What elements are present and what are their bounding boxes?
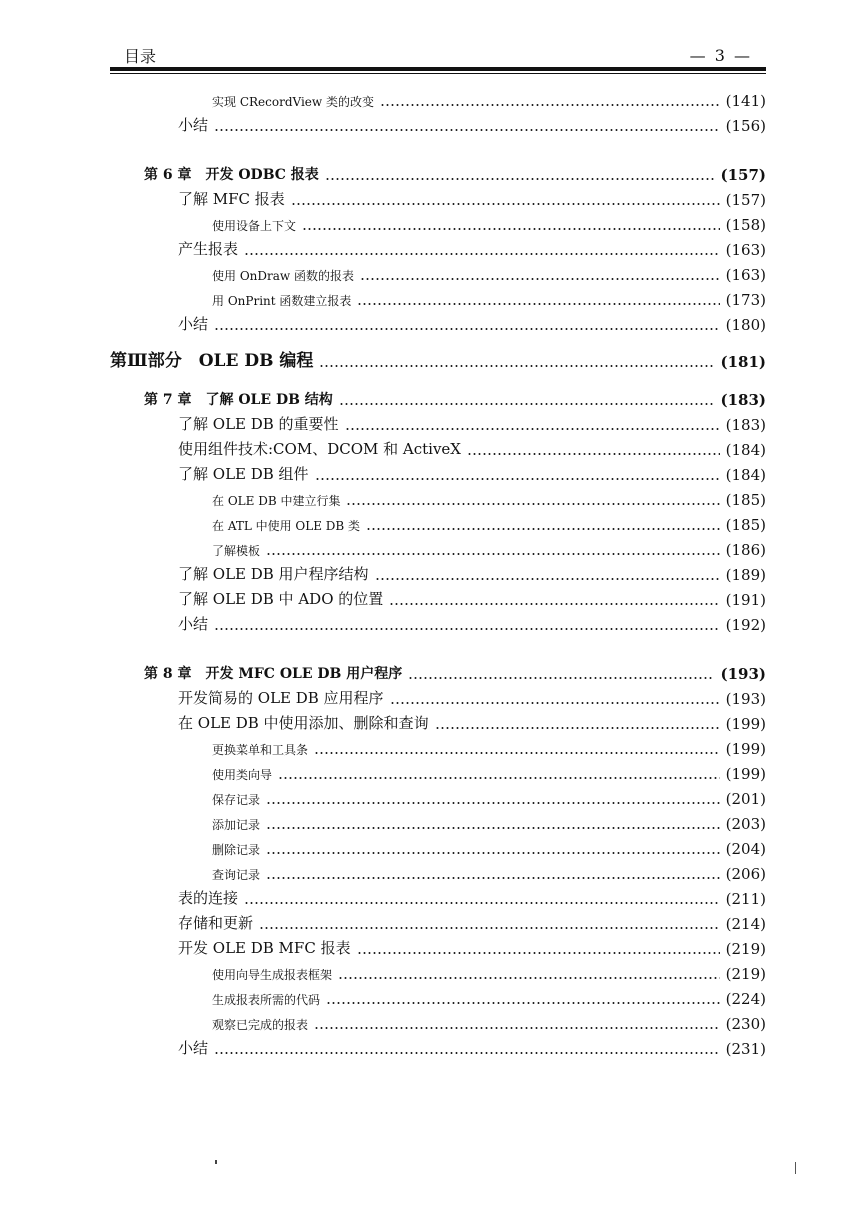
dot-leader (244, 253, 720, 255)
toc-entry-page: (163) (725, 241, 766, 259)
dot-leader (314, 752, 720, 754)
dot-leader (325, 178, 715, 180)
dot-leader (435, 727, 720, 729)
dot-leader (408, 677, 714, 679)
dot-leader (357, 952, 720, 954)
toc-entry-sub (0, 736, 766, 758)
toc-entry-title: 在 OLE DB 中建立行集 (212, 494, 341, 508)
toc-entry-section (0, 936, 766, 958)
toc-entry-title: 产生报表 (178, 240, 239, 258)
toc-entry-page: (214) (725, 915, 766, 933)
toc-entry-part (0, 349, 766, 371)
toc-entry-section (0, 187, 766, 209)
toc-entry-page: (183) (725, 416, 766, 434)
toc-entry-title: 在 OLE DB 中使用添加、删除和查询 (178, 714, 429, 732)
dot-leader (214, 129, 720, 131)
toc-entry-section (0, 612, 766, 634)
toc-entry-sub (0, 1011, 766, 1033)
toc-entry-page: (199) (725, 715, 766, 733)
page-number: — 3 — (689, 46, 752, 65)
toc-entry-section (0, 686, 766, 708)
toc-entry-page: (199) (725, 765, 766, 783)
toc-entry-page: (181) (720, 353, 766, 371)
toc-entry-page: (189) (725, 566, 766, 584)
toc-entry-title: 开发 OLE DB MFC 报表 (178, 939, 351, 957)
toc-entry-sub (0, 861, 766, 883)
toc-entry-page: (180) (725, 316, 766, 334)
toc-entry-title: 查询记录 (212, 868, 261, 882)
dot-leader (214, 1052, 720, 1054)
toc-entry-title: 实现 CRecordView 类的改变 (212, 95, 374, 109)
toc-entry-section (0, 412, 766, 434)
dot-leader (266, 827, 720, 829)
toc-entry-page: (173) (725, 291, 766, 309)
toc-entry-title: 更换菜单和工具条 (212, 743, 309, 757)
toc-entry-title: 第Ⅲ部分 OLE DB 编程 (110, 351, 314, 371)
toc-entry-title: 了解 MFC 报表 (178, 190, 285, 208)
toc-entry-page: (184) (725, 441, 766, 459)
toc-entry-section (0, 237, 766, 259)
toc-entry-page: (203) (725, 815, 766, 833)
scan-mark (795, 1162, 796, 1174)
toc-entry-page: (184) (725, 466, 766, 484)
toc-entry-sub (0, 836, 766, 858)
toc-entry-page: (219) (725, 965, 766, 983)
toc-entry-title: 用 OnPrint 函数建立报表 (212, 294, 352, 308)
toc-entry-title: 小结 (178, 116, 209, 134)
toc-entry-section (0, 312, 766, 334)
dot-leader (357, 303, 719, 305)
toc-entry-sub (0, 961, 766, 983)
dot-leader (389, 603, 719, 605)
toc-entry-section (0, 562, 766, 584)
toc-entry-title: 使用设备上下文 (212, 219, 297, 233)
toc-entry-sub (0, 986, 766, 1008)
toc-entry-page: (191) (725, 591, 766, 609)
toc-entry-title: 删除记录 (212, 843, 261, 857)
toc-entry-sub (0, 512, 766, 534)
scan-mark (215, 1160, 217, 1164)
toc-entry-section (0, 886, 766, 908)
toc-entry-page: (206) (725, 865, 766, 883)
toc-entry-title: 第 7 章 了解 OLE DB 结构 (144, 392, 333, 408)
dot-leader (278, 777, 720, 779)
toc-entry-chapter (0, 162, 766, 184)
toc-entry-page: (204) (725, 840, 766, 858)
dot-leader (346, 503, 719, 505)
toc-entry-page: (157) (725, 191, 766, 209)
toc-entry-section (0, 911, 766, 933)
dot-leader (345, 428, 720, 430)
dot-leader (380, 104, 720, 106)
toc-entry-title: 使用类向导 (212, 768, 273, 782)
toc-entry-sub (0, 262, 766, 284)
toc-entry-chapter (0, 387, 766, 409)
toc-entry-title: 了解 OLE DB 中 ADO 的位置 (178, 590, 384, 608)
toc-entry-page: (158) (725, 216, 766, 234)
toc-entry-page: (193) (725, 690, 766, 708)
toc-entry-title: 使用组件技术:COM、DCOM 和 ActiveX (178, 440, 461, 458)
toc-entry-title: 小结 (178, 615, 209, 633)
dot-leader (266, 852, 720, 854)
dot-leader (366, 528, 720, 530)
toc-entry-sub (0, 761, 766, 783)
dot-leader (319, 365, 714, 367)
toc-entry-chapter (0, 661, 766, 683)
toc-entry-section (0, 462, 766, 484)
toc-entry-page: (231) (725, 1040, 766, 1058)
toc-entry-page: (201) (725, 790, 766, 808)
dot-leader (375, 578, 720, 580)
toc-entry-title: 使用 OnDraw 函数的报表 (212, 269, 354, 283)
dot-leader (360, 278, 720, 280)
toc-entry-title: 使用向导生成报表框架 (212, 968, 333, 982)
dot-leader (291, 203, 720, 205)
toc-entry-title: 开发简易的 OLE DB 应用程序 (178, 689, 384, 707)
header-rule-thin (110, 73, 766, 74)
toc-entry-page: (157) (720, 166, 766, 184)
header-rule-thick (110, 67, 766, 71)
toc-entry-title: 添加记录 (212, 818, 261, 832)
toc-entry-title: 第 6 章 开发 ODBC 报表 (144, 167, 319, 183)
toc-entry-section (0, 437, 766, 459)
dot-leader (259, 927, 720, 929)
dot-leader (467, 453, 720, 455)
dot-leader (314, 1027, 720, 1029)
toc-entry-title: 生成报表所需的代码 (212, 993, 321, 1007)
toc-entry-page: (192) (725, 616, 766, 634)
toc-entry-sub (0, 212, 766, 234)
toc-entry-section (0, 587, 766, 609)
toc-entry-sub (0, 786, 766, 808)
toc-entry-title: 保存记录 (212, 793, 261, 807)
toc-entry-title: 表的连接 (178, 889, 239, 907)
header-title: 目录 (124, 47, 157, 66)
toc-entry-section (0, 113, 766, 135)
toc-entry-title: 小结 (178, 1039, 209, 1057)
toc-entry-title: 在 ATL 中使用 OLE DB 类 (212, 519, 361, 533)
toc-entry-page: (141) (725, 92, 766, 110)
toc-entry-sub (0, 487, 766, 509)
dot-leader (266, 802, 720, 804)
dot-leader (266, 877, 720, 879)
toc-entry-page: (211) (725, 890, 766, 908)
toc-entry-sub (0, 287, 766, 309)
dot-leader (266, 553, 720, 555)
dot-leader (315, 478, 720, 480)
dot-leader (338, 977, 720, 979)
toc-entry-page: (199) (725, 740, 766, 758)
page-header (110, 42, 766, 66)
toc-entry-section (0, 711, 766, 733)
toc-entry-section (0, 1036, 766, 1058)
toc-entry-page: (156) (725, 117, 766, 135)
toc-entry-page: (224) (725, 990, 766, 1008)
toc-entry-title: 观察已完成的报表 (212, 1018, 309, 1032)
toc-entry-page: (185) (725, 491, 766, 509)
toc-entry-title: 了解 OLE DB 组件 (178, 465, 309, 483)
dot-leader (214, 628, 720, 630)
toc-entry-page: (230) (725, 1015, 766, 1033)
dot-leader (390, 702, 720, 704)
toc-entry-title: 存储和更新 (178, 914, 254, 932)
toc-entry-title: 了解模板 (212, 544, 261, 558)
toc-entry-page: (219) (725, 940, 766, 958)
toc-entry-title: 了解 OLE DB 的重要性 (178, 415, 339, 433)
toc-entry-sub (0, 537, 766, 559)
toc-entry-title: 了解 OLE DB 用户程序结构 (178, 565, 369, 583)
toc-entry-page: (163) (725, 266, 766, 284)
toc-entry-title: 第 8 章 开发 MFC OLE DB 用户程序 (144, 666, 403, 682)
toc-entry-page: (185) (725, 516, 766, 534)
toc-entry-sub (0, 811, 766, 833)
dot-leader (244, 902, 720, 904)
toc-entry-page: (186) (725, 541, 766, 559)
toc-entry-page: (183) (720, 391, 766, 409)
dot-leader (339, 403, 715, 405)
dot-leader (302, 228, 720, 230)
toc-entry-page: (193) (720, 665, 766, 683)
dot-leader (326, 1002, 720, 1004)
toc-entry-sub (0, 88, 766, 110)
dot-leader (214, 328, 720, 330)
toc-entry-title: 小结 (178, 315, 209, 333)
